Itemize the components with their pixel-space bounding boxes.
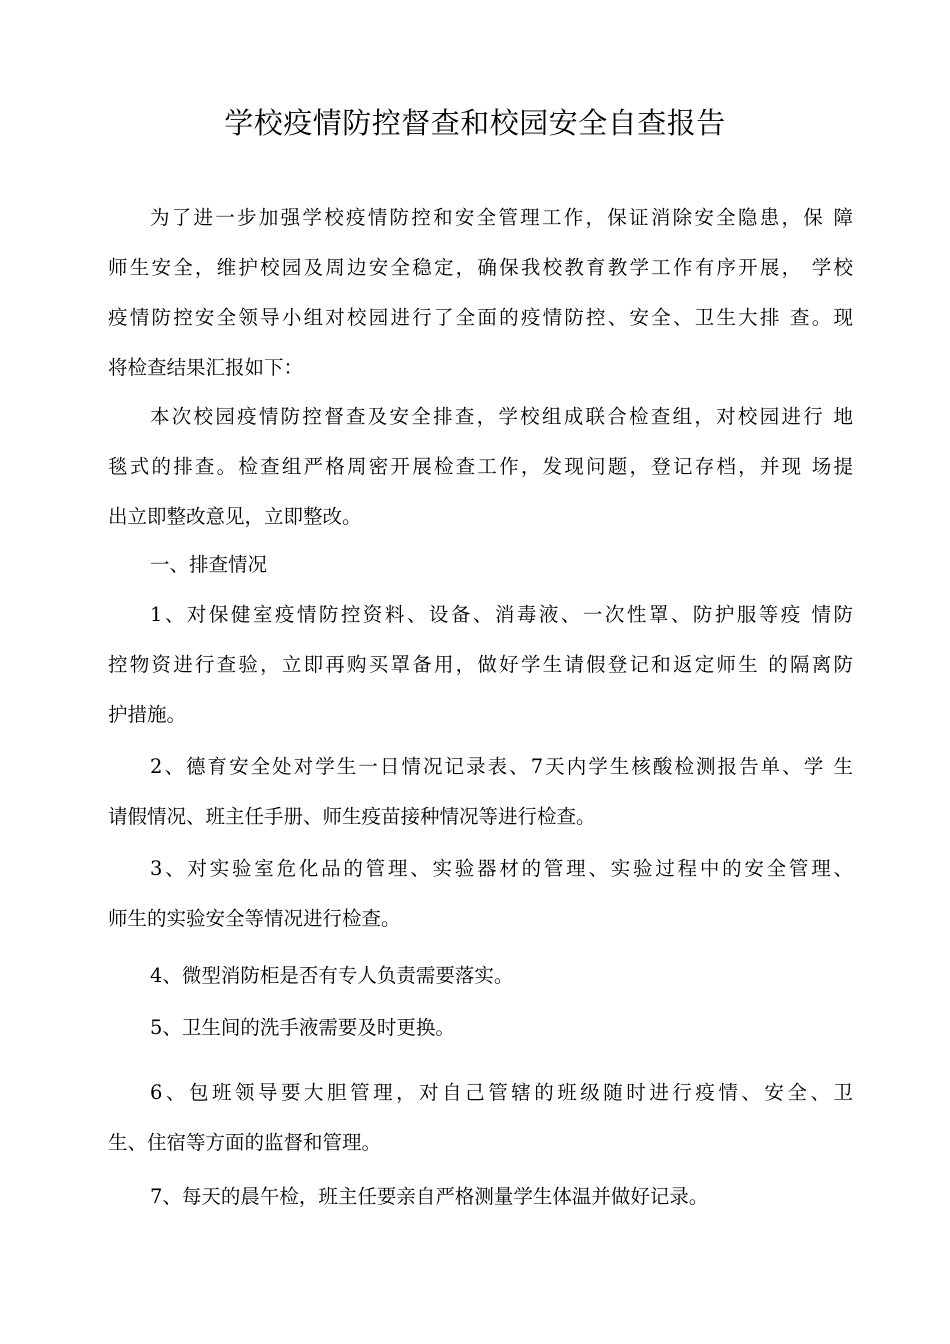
paragraph-line: 疫情防控安全领导小组对校园进行了全面的疫情防控、安全、卫生大排 查。现 (108, 306, 853, 329)
list-item-5 (108, 1003, 853, 1053)
section-heading-text: 一、排查情况 (150, 553, 268, 576)
paragraph-line: 本次校园疫情防控督查及安全排查，学校组成联合检查组，对校园进行 地 (150, 405, 853, 428)
list-item-7 (108, 1172, 853, 1222)
section-heading (108, 540, 853, 590)
paragraph-line: 6、包班领导要大胆管理，对自己管辖的班级随时进行疫情、安全、卫 (150, 1081, 853, 1104)
paragraph-line: 1、对保健室疫情防控资料、设备、消毒液、一次性罩、防护服等疫 情防 (150, 603, 853, 626)
list-item-1 (108, 590, 853, 740)
paragraph-line: 5、卫生间的洗手液需要及时更换。 (150, 1016, 455, 1039)
paragraph-line: 请假情况、班主任手册、师生疫苗接种情况等进行检查。 (108, 805, 596, 828)
list-item-3 (108, 844, 853, 944)
paragraph-line: 4、微型消防柜是否有专人负责需要落实。 (150, 964, 514, 987)
paragraph-line: 3、对实验室危化品的管理、实验器材的管理、实验过程中的安全管理、 (150, 857, 853, 880)
inspection-paragraph (108, 392, 853, 542)
paragraph-line: 师生安全，维护校园及周边安全稳定，确保我校教育教学工作有序开展， 学校 (108, 256, 853, 279)
paragraph-line: 7、每天的晨午检，班主任要亲自严格测量学生体温并做好记录。 (150, 1185, 709, 1208)
list-item-4 (108, 951, 853, 1001)
document-title: 学校疫情防控督查和校园安全自查报告 (224, 106, 726, 140)
paragraph-line: 毯式的排查。检查组严格周密开展检查工作，发现问题，登记存档，并现 场提 (108, 455, 853, 478)
paragraph-line: 2、德育安全处对学生一日情况记录表、7天内学生核酸检测报告单、学 生 (150, 755, 853, 778)
list-item-2 (108, 742, 853, 842)
intro-paragraph (108, 193, 853, 393)
paragraph-line: 为了进一步加强学校疫情防控和安全管理工作，保证消除安全隐患，保 障 (150, 206, 853, 229)
paragraph-line: 护措施。 (108, 703, 187, 726)
paragraph-line: 师生的实验安全等情况进行检查。 (108, 907, 401, 930)
list-item-6 (108, 1068, 853, 1168)
paragraph-line: 控物资进行查验，立即再购买罩备用，做好学生请假登记和返定师生 的隔离防 (108, 653, 853, 676)
paragraph-line: 生、住宿等方面的监督和管理。 (108, 1131, 382, 1154)
paragraph-line: 将检查结果汇报如下： (108, 356, 304, 379)
paragraph-line: 出立即整改意见，立即整改。 (108, 505, 362, 528)
